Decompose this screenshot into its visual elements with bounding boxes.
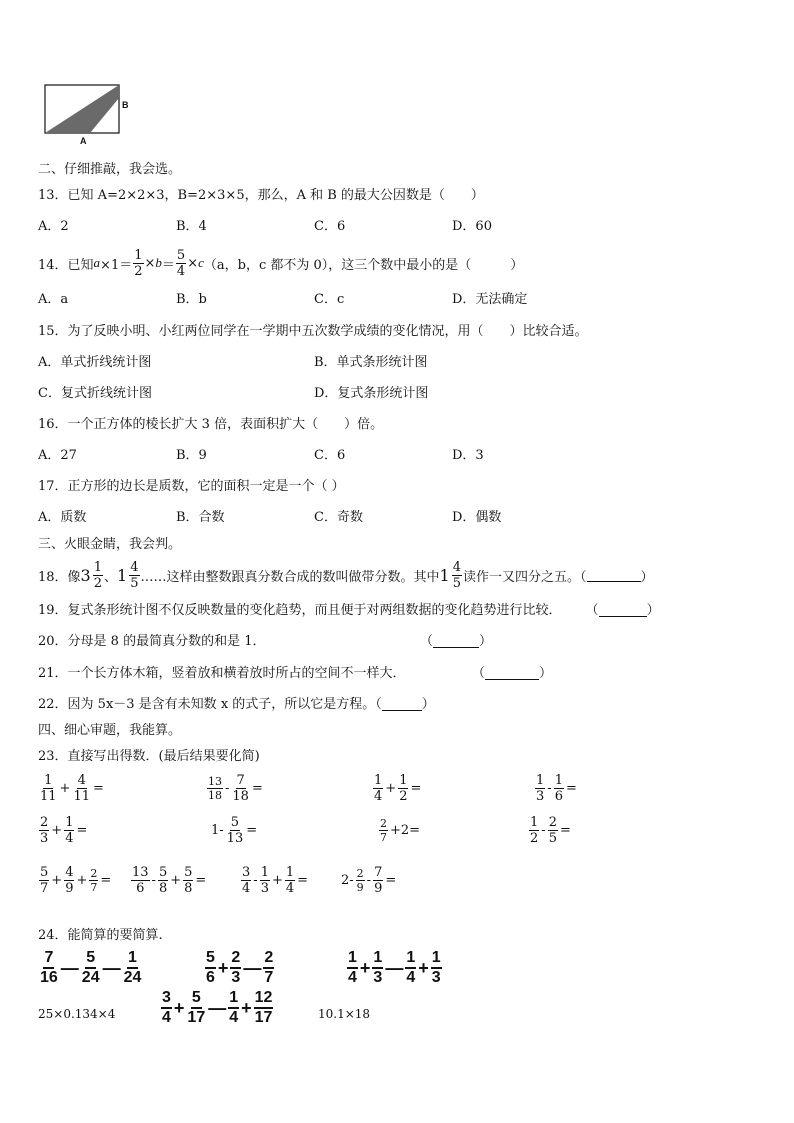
q16-option-b[interactable]: B．9 xyxy=(176,448,207,463)
q14-option-a[interactable]: A．a xyxy=(38,292,69,307)
q22-close-paren: ） xyxy=(421,697,435,712)
q14-fraction-2: $\frac{5}{4}$ xyxy=(176,247,186,279)
q17-option-c[interactable]: C．奇数 xyxy=(314,510,363,525)
question-17: 17．正方形的边长是质数，它的面积一定是一个（ ） xyxy=(38,479,345,494)
q13-option-d[interactable]: D．60 xyxy=(452,219,492,234)
q24-expr-6: 10.1×18 xyxy=(318,1007,371,1021)
question-24-title: 24．能简算的要简算. xyxy=(38,928,163,943)
q14-times-one: ×1＝ xyxy=(100,257,133,273)
question-18 xyxy=(38,555,654,595)
question-22 xyxy=(38,695,435,715)
q24-expr-1: $\frac{7}{16}$ — $\frac{5}{24}$ — $\frac{1}{24}$ xyxy=(40,949,142,986)
q24-expr-4: 25×0.134×4 xyxy=(38,1007,116,1021)
q23-expr-1: $\frac{1}{11}$ + $\frac{4}{11}$ = xyxy=(40,773,104,804)
q23-expr-7: $\frac{2}{7}$ +2= xyxy=(380,817,421,844)
q23-expr-10: $\frac{13}{6}$ - $\frac{5}{8}$ + $\frac{5}{8}$ = xyxy=(132,865,207,896)
q19-answer-blank[interactable] xyxy=(599,604,647,617)
q15-option-a[interactable]: A．单式折线统计图 xyxy=(38,355,152,370)
question-15: 15．为了反映小明、小红两位同学在一学期中五次数学成绩的变化情况，用（ ）比较合适。 xyxy=(38,324,588,339)
section-3-title: 三、火眼金睛，我会判。 xyxy=(38,537,182,552)
q17-option-d[interactable]: D．偶数 xyxy=(452,510,502,525)
q23-expr-4: $\frac{1}{3}$ - $\frac{1}{6}$ = xyxy=(536,773,577,804)
q15-option-d[interactable]: D．复式条形统计图 xyxy=(314,386,429,401)
question-23-title: 23．直接写出得数．(最后结果要化简) xyxy=(38,749,260,764)
q23-expr-6: 1- $\frac{5}{13}$ = xyxy=(211,815,258,846)
section-2-title: 二、仔细推敲，我会选。 xyxy=(38,162,182,177)
q21-answer xyxy=(472,664,552,684)
figure-svg xyxy=(44,84,140,148)
q21-open-paren: （ xyxy=(472,666,486,681)
q18-mixed-number-1: 3 $\frac{1}{2}$ xyxy=(80,559,103,591)
q15-option-c[interactable]: C．复式折线统计图 xyxy=(38,386,152,401)
question-16: 16．一个正方体的棱长扩大 3 倍，表面积扩大（ ）倍。 xyxy=(38,417,384,432)
q13-option-b[interactable]: B．4 xyxy=(176,219,207,234)
q23-expr-5: $\frac{2}{3}$ + $\frac{1}{4}$ = xyxy=(40,815,88,846)
q13-option-c[interactable]: C．6 xyxy=(314,219,346,234)
q14-fraction-1: $\frac{1}{2}$ xyxy=(134,247,143,279)
q20-answer xyxy=(420,632,492,652)
section-4-title: 四、细心审题，我能算。 xyxy=(38,723,182,738)
q18-separator: 、 xyxy=(104,569,118,585)
q24-expr-5: $\frac{3}{4}$ + $\frac{5}{17}$ — $\frac{1}{4}$ + $\frac{12}{17}$ xyxy=(162,989,273,1026)
q23-expr-8: $\frac{1}{2}$ - $\frac{2}{5}$ = xyxy=(530,815,571,846)
q13-option-a[interactable]: A．2 xyxy=(38,219,69,234)
q18-mixed-number-3: 1 $\frac{4}{5}$ xyxy=(439,559,461,591)
q20-answer-blank[interactable] xyxy=(433,635,479,648)
q14-var-a: a xyxy=(93,255,101,270)
q17-option-b[interactable]: B．合数 xyxy=(176,510,225,525)
q16-option-c[interactable]: C．6 xyxy=(314,448,346,463)
q15-option-b[interactable]: B．单式条形统计图 xyxy=(314,355,428,370)
q16-option-d[interactable]: D．3 xyxy=(452,448,484,463)
q18-middle-text: ……这样由整数跟真分数合成的数叫做带分数。其中 xyxy=(140,569,440,585)
q19-close-paren: ） xyxy=(646,603,660,618)
q20-text: 20．分母是 8 的最简真分数的和是 1． xyxy=(38,634,266,649)
q24-expr-3: $\frac{1}{4}$ + $\frac{1}{3}$ — $\frac{1}{4}$ + $\frac{1}{3}$ xyxy=(348,949,441,986)
figure-label-a: A xyxy=(80,136,87,146)
q22-answer-blank[interactable] xyxy=(382,698,422,711)
q23-expr-2: $\frac{13}{18}$ - $\frac{7}{18}$ = xyxy=(208,773,263,804)
q20-open-paren: （ xyxy=(420,634,434,649)
q14-option-d[interactable]: D．无法确定 xyxy=(452,292,528,307)
q14-equals: ＝ xyxy=(161,257,175,273)
figure-label-b: B xyxy=(122,100,129,110)
q14-times: × xyxy=(144,255,156,271)
q23-expr-11: $\frac{3}{4}$ - $\frac{1}{3}$ + $\frac{1}{4}$ = xyxy=(242,865,309,896)
q17-option-a[interactable]: A．质数 xyxy=(38,510,87,525)
q21-answer-blank[interactable] xyxy=(485,667,539,680)
q14-prefix: 14．已知 xyxy=(38,257,94,273)
q14-option-b[interactable]: B．b xyxy=(176,292,207,307)
question-19 xyxy=(38,601,660,621)
question-13: 13．已知 A=2×2×3，B=2×3×5，那么，A 和 B 的最大公因数是（ ） xyxy=(38,188,484,203)
q24-expr-2: $\frac{5}{6}$ + $\frac{2}{3}$ — $\frac{2}{7}$ xyxy=(206,949,274,986)
question-14 xyxy=(38,243,523,283)
q16-option-a[interactable]: A．27 xyxy=(38,448,77,463)
q18-prefix: 18．像 xyxy=(38,569,81,585)
q23-expr-3: $\frac{1}{4}$ + $\frac{1}{2}$ = xyxy=(374,773,422,804)
q19-open-paren: （ xyxy=(585,603,599,618)
q14-times-2: × xyxy=(187,255,199,271)
q14-option-c[interactable]: C．c xyxy=(314,292,345,307)
q18-answer-blank[interactable] xyxy=(587,569,641,582)
q21-text: 21．一个长方体木箱，竖着放和横着放时所占的空间不一样大． xyxy=(38,666,406,681)
q18-mixed-number-2: 1 $\frac{4}{5}$ xyxy=(117,559,139,591)
q18-suffix: 读作一又四分之五。（ xyxy=(462,569,587,585)
q14-var-c: c xyxy=(198,255,204,270)
q14-var-b: b xyxy=(155,255,162,270)
q23-expr-12: 2- $\frac{2}{9}$ - $\frac{7}{9}$ = xyxy=(341,865,397,896)
q18-close-paren: ） xyxy=(640,569,654,585)
q22-text: 22．因为 5x－3 是含有未知数 x 的式子，所以它是方程。（ xyxy=(38,697,382,712)
shaded-figure xyxy=(44,84,140,148)
q14-suffix: （a，b，c 都不为 0），这三个数中最小的是（ ） xyxy=(203,257,524,273)
q21-close-paren: ） xyxy=(539,666,553,681)
q19-text: 19．复式条形统计图不仅反映数量的变化趋势，而且便于对两组数据的变化趋势进行比较． xyxy=(38,603,562,618)
q23-expr-9: $\frac{5}{7}$ + $\frac{4}{9}$ + $\frac{2}{7}$ = xyxy=(40,865,112,896)
q20-close-paren: ） xyxy=(479,634,493,649)
